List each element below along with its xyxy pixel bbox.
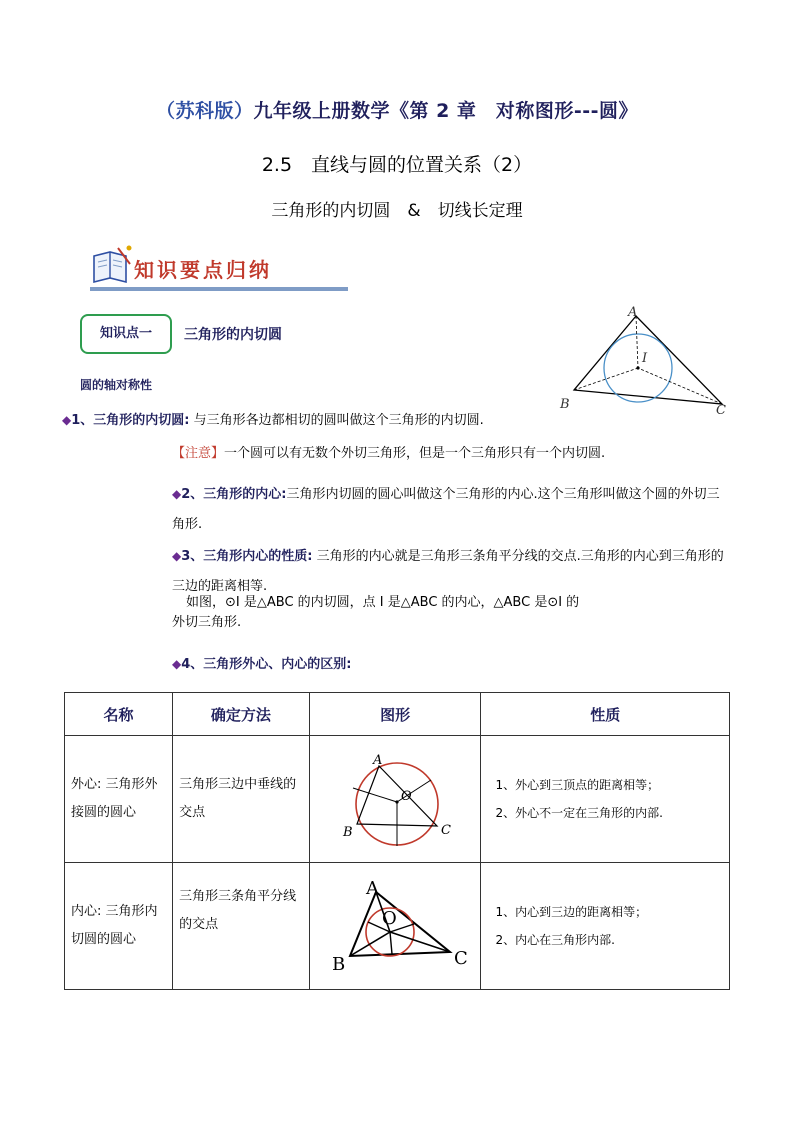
row-name: 外心: 三角形外接圆的圆心 [71,777,158,820]
label-c: C [716,403,726,418]
item-incenter-properties: ◆3、三角形内心的性质: 三角形的内心就是三角形三条角平分线的交点.三角形的内心到三角形的三边的距离相等. [172,549,724,594]
section-title: 2.5 直线与圆的位置关系（2） [261,154,533,176]
knowledge-point-badge: 知识点一 [80,314,172,354]
row-name: 内心: 三角形内切圆的圆心 [71,904,158,947]
table-row [65,736,730,863]
label-b: B [560,397,570,412]
row-method: 三角形三边中垂线的交点 [179,777,297,820]
label-b: B [343,825,353,840]
document-title [0,96,794,123]
item-difference-heading: ◆4、三角形外心、内心的区别: [172,657,352,672]
title-text: 九年级上册数学《第 2 章 对称图形---圆》 [253,100,639,122]
axis-symmetry-label: 圆的轴对称性 [80,378,153,392]
property-line: 1、外心到三顶点的距离相等； [495,778,660,792]
label-a: A [628,305,638,320]
diamond-bullet-icon: ◆ [172,487,182,501]
label-i: I [642,351,648,366]
diamond-bullet-icon: ◆ [172,657,182,671]
label-a: A [366,878,380,899]
example-line-2: 外切三角形. [172,615,242,630]
incenter-figure [320,874,470,978]
property-line: 2、外心不一定在三角形的内部. [495,806,663,820]
incircle-figure [556,302,740,418]
label-c: C [454,948,468,969]
note-tag: 【注意】 [172,446,225,461]
header-name: 名称 [65,693,173,736]
item-incenter-definition: ◆2、三角形的内心:三角形内切圆的圆心叫做这个三角形的内心.这个三角形叫做这个圆的外切三角形. [172,487,720,532]
row-method: 三角形三条角平分线的交点 [179,889,297,932]
property-line: 2、内心在三角形内部. [495,933,615,947]
label-o: O [382,908,397,929]
label-c: C [441,823,452,838]
table-header-row [65,693,730,736]
knowledge-point-title: 三角形的内切圆 [184,327,282,343]
example-line-1: 如图，⊙I 是△ABC 的内切圆，点 I 是△ABC 的内心，△ABC 是⊙I 的 [186,595,580,610]
banner-heading: 知识要点归纳 [134,258,272,282]
header-method: 确定方法 [173,693,310,736]
label-b: B [332,954,346,975]
note-paragraph: 【注意】一个圆可以有无数个外切三角形，但是一个三角形只有一个内切圆. [172,446,606,461]
diamond-bullet-icon: ◆ [172,549,182,563]
triangle-abc [574,316,722,404]
label-o: O [401,789,412,804]
header-property: 性质 [481,693,730,736]
table-row [65,863,730,990]
header-figure: 图形 [309,693,481,736]
banner-underline [90,287,348,291]
section-subtitle: 三角形的内切圆 & 切线长定理 [271,201,523,221]
publisher-label: （苏科版） [155,100,254,122]
property-line: 1、内心到三边的距离相等； [495,905,648,919]
comparison-table [64,692,730,990]
diamond-bullet-icon: ◆ [62,413,72,427]
circumcenter-figure [335,744,455,854]
label-a: A [373,753,383,768]
item-incircle-definition: ◆1、三角形的内切圆: 与三角形各边都相切的圆叫做这个三角形的内切圆. [62,413,484,428]
